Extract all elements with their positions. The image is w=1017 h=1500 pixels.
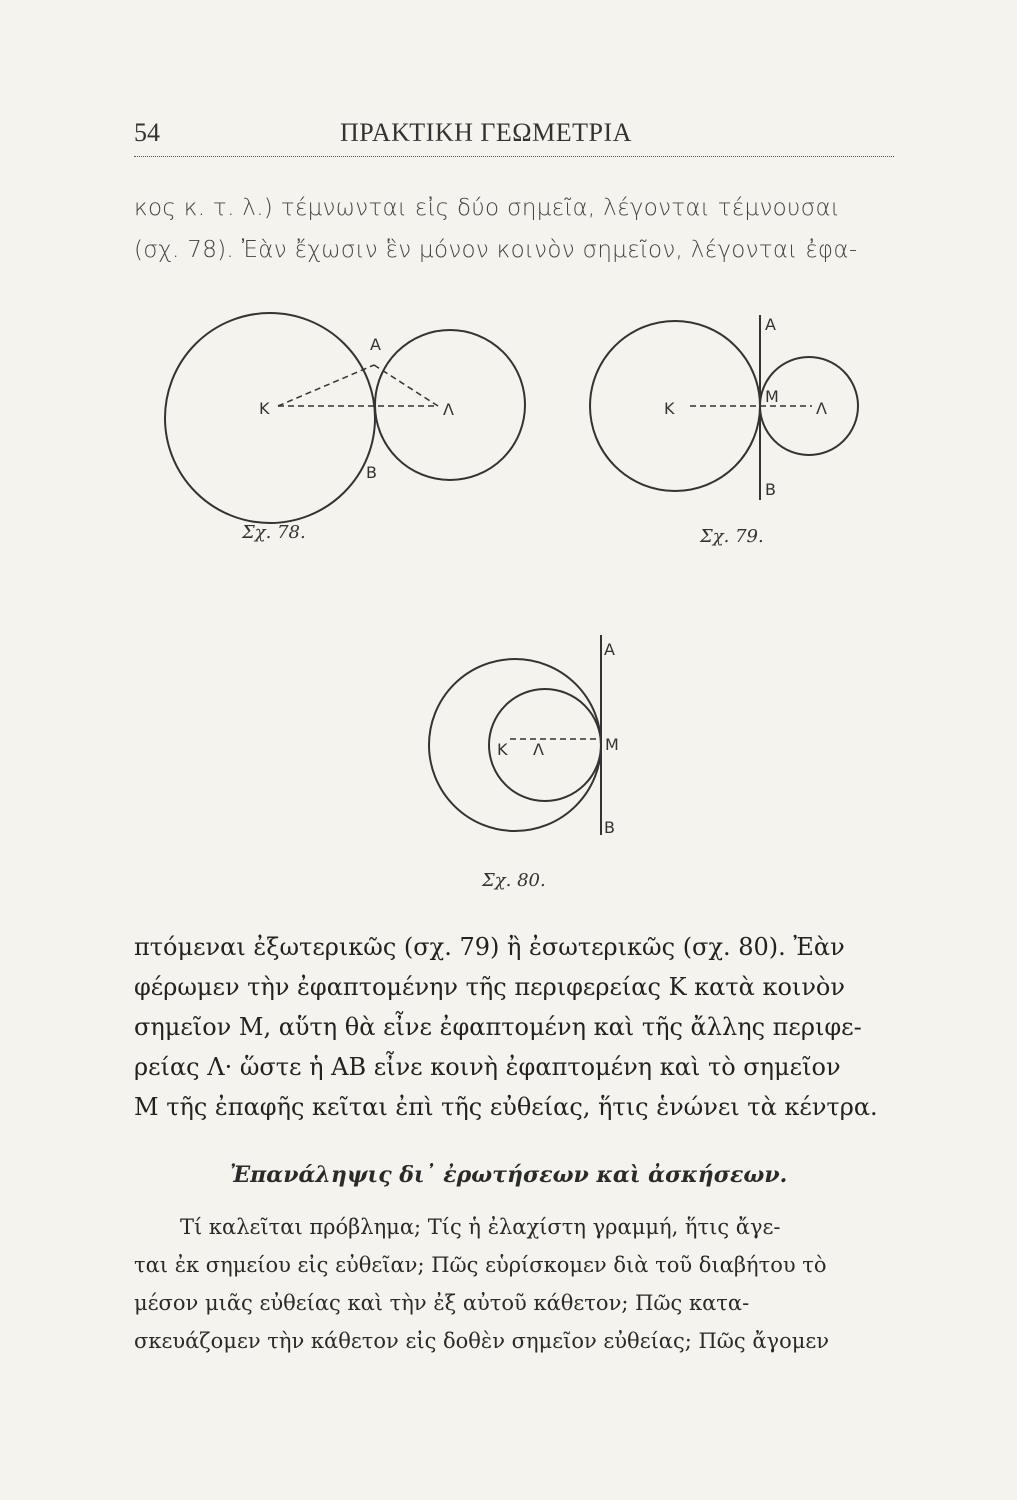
label-b: B: [604, 818, 615, 837]
dashed-line-ka: [278, 365, 374, 406]
body-line-4: ρείας Λ· ὥστε ἡ ΑΒ εἶνε κοινὴ ἐφαπτομένη καὶ τὸ σημεῖον: [134, 1053, 841, 1081]
label-b: B: [366, 463, 377, 482]
circle-k: [429, 659, 601, 831]
label-k: K: [664, 399, 675, 418]
body-line-2: φέρωμεν τὴν ἐφαπτομένην τῆς περιφερείας Κ κατὰ κοινὸν: [134, 973, 845, 1001]
figure-78: [150, 290, 550, 550]
body-line-5: Μ τῆς ἐπαφῆς κεῖται ἐπὶ τῆς εὐθείας, ἥτις ἑνώνει τὰ κέντρα.: [134, 1093, 878, 1121]
review-line-1: Τί καλεῖται πρόβλημα; Τίς ἡ ἐλαχίστη γραμμή, ἥτις ἄγε-: [180, 1215, 781, 1239]
label-a: A: [604, 640, 615, 659]
review-line-2: ται ἐκ σημείου εἰς εὐθεῖαν; Πῶς εὑρίσκομεν διὰ τοῦ διαβήτου τὸ: [134, 1253, 827, 1277]
caption-79: Σχ. 79.: [700, 526, 764, 547]
label-l: Λ: [533, 740, 544, 759]
body-line-1: πτόμεναι ἐξωτερικῶς (σχ. 79) ἢ ἐσωτερικῶς (σχ. 80). Ἐὰν: [134, 933, 845, 961]
label-b: B: [765, 480, 776, 499]
dashed-line-al: [374, 365, 438, 406]
figure-80: [400, 625, 640, 895]
review-heading: Ἐπανάληψις δι᾽ ἐρωτήσεων καὶ ἀσκήσεων.: [230, 1162, 788, 1188]
intro-line-2: (σχ. 78). Ἐὰν ἔχωσιν ἓν μόνον κοινὸν σημεῖον, λέγονται ἐφα-: [134, 237, 858, 263]
body-line-3: σημεῖον Μ, αὕτη θὰ εἶνε ἐφαπτομένη καὶ τῆς ἄλλης περιφε-: [134, 1013, 862, 1041]
label-k: K: [497, 740, 508, 759]
label-l: Λ: [443, 400, 454, 419]
label-a: A: [370, 335, 381, 354]
review-line-3: μέσον μιᾶς εὐθείας καὶ τὴν ἐξ αὐτοῦ κάθετον; Πῶς κατα-: [134, 1291, 750, 1315]
label-m: M: [765, 387, 779, 406]
circle-k: [165, 313, 375, 523]
running-title: ΠΡΑΚΤΙΚΗ ΓΕΩΜΕΤΡΙΑ: [340, 118, 632, 147]
label-m: M: [605, 735, 619, 754]
caption-78: Σχ. 78.: [242, 522, 306, 543]
figure-79: [580, 310, 880, 555]
page-number: 54: [134, 118, 160, 147]
label-a: A: [765, 315, 776, 334]
label-k: K: [259, 399, 270, 418]
caption-80: Σχ. 80.: [482, 870, 546, 891]
label-l: Λ: [816, 399, 827, 418]
header-rule: [134, 156, 894, 157]
review-line-4: σκευάζομεν τὴν κάθετον εἰς δοθὲν σημεῖον εὐθείας; Πῶς ἄγομεν: [134, 1329, 830, 1353]
intro-line-1: κος κ. τ. λ.) τέμνωνται εἰς δύο σημεῖα, λέγονται τέμνουσαι: [134, 195, 841, 221]
